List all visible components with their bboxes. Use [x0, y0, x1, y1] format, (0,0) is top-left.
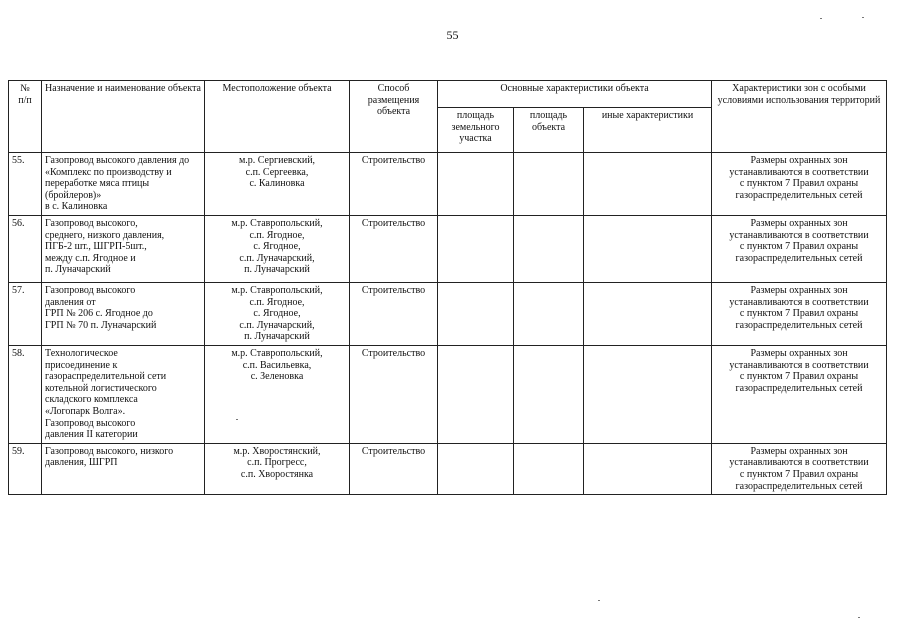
header-name: Назначение и наименование объекта — [42, 81, 205, 153]
land-area-cell — [438, 282, 514, 345]
object-location: м.р. Ставропольский, с.п. Ягодное, с. Ягодное, с.п. Луначарский, п. Луначарский — [205, 282, 350, 345]
object-area-cell — [514, 345, 584, 443]
placement-method: Строительство — [350, 215, 438, 282]
zone-characteristics: Размеры охранных зон устанавливаются в соответствии с пунктом 7 Правил охраны газораспределительных сетей — [712, 215, 887, 282]
object-area-cell — [514, 153, 584, 216]
object-location: м.р. Ставропольский, с.п. Васильевка, с. Зеленовка — [205, 345, 350, 443]
object-name: Технологическое присоединение к газораспределительной сети котельной логистического складского комплекса «Логопарк Волга». Газопровод высокого давления II категории — [42, 345, 205, 443]
scan-speck — [820, 18, 822, 19]
land-area-cell — [438, 345, 514, 443]
placement-method: Строительство — [350, 443, 438, 494]
zone-characteristics: Размеры охранных зон устанавливаются в соответствии с пунктом 7 Правил охраны газораспределительных сетей — [712, 153, 887, 216]
objects-table — [8, 80, 887, 495]
placement-method: Строительство — [350, 345, 438, 443]
object-location: м.р. Ставропольский, с.п. Ягодное, с. Ягодное, с.п. Луначарский, п. Луначарский — [205, 215, 350, 282]
other-characteristics-cell — [584, 282, 712, 345]
row-number: 57. — [9, 282, 42, 345]
object-area-cell — [514, 215, 584, 282]
other-characteristics-cell — [584, 215, 712, 282]
row-number: 58. — [9, 345, 42, 443]
object-location: м.р. Сергиевский, с.п. Сергеевка, с. Калиновка — [205, 153, 350, 216]
page-number: 55 — [446, 28, 459, 42]
header-land-area: площадь земельного участка — [438, 108, 514, 153]
row-number: 56. — [9, 215, 42, 282]
scan-speck — [236, 419, 238, 420]
placement-method: Строительство — [350, 282, 438, 345]
header-zones: Характеристики зон с особыми условиями использования территорий — [712, 81, 887, 153]
scan-speck — [862, 17, 864, 18]
object-name: Газопровод высокого давления до «Комплекс по производству и переработке мяса птицы (бройлеров)» в с. Калиновка — [42, 153, 205, 216]
table-row — [9, 282, 887, 345]
table-row — [9, 443, 887, 494]
header-characteristics: Основные характеристики объекта — [438, 81, 712, 108]
zone-characteristics: Размеры охранных зон устанавливаются в соответствии с пунктом 7 Правил охраны газораспределительных сетей — [712, 443, 887, 494]
header-location: Местоположение объекта — [205, 81, 350, 153]
header-method: Способ размещения объекта — [350, 81, 438, 153]
other-characteristics-cell — [584, 345, 712, 443]
land-area-cell — [438, 153, 514, 216]
other-characteristics-cell — [584, 443, 712, 494]
row-number: 55. — [9, 153, 42, 216]
table-row — [9, 215, 887, 282]
object-location: м.р. Хворостянский, с.п. Прогресс, с.п. Хворостянка — [205, 443, 350, 494]
row-number: 59. — [9, 443, 42, 494]
header-object-area: площадь объекта — [514, 108, 584, 153]
object-area-cell — [514, 282, 584, 345]
table-row — [9, 345, 887, 443]
table-row — [9, 153, 887, 216]
header-other: иные характеристики — [584, 108, 712, 153]
object-name: Газопровод высокого, среднего, низкого давления, ПГБ-2 шт., ШГРП-5шт., между с.п. Ягодное и п. Луначарский — [42, 215, 205, 282]
placement-method: Строительство — [350, 153, 438, 216]
object-name: Газопровод высокого давления от ГРП № 206 с. Ягодное до ГРП № 70 п. Луначарский — [42, 282, 205, 345]
object-area-cell — [514, 443, 584, 494]
object-name: Газопровод высокого, низкого давления, ШГРП — [42, 443, 205, 494]
zone-characteristics: Размеры охранных зон устанавливаются в соответствии с пунктом 7 Правил охраны газораспределительных сетей — [712, 282, 887, 345]
header-num: № п/п — [9, 81, 42, 153]
zone-characteristics: Размеры охранных зон устанавливаются в соответствии с пунктом 7 Правил охраны газораспределительных сетей — [712, 345, 887, 443]
scan-speck — [858, 617, 860, 618]
scan-speck — [598, 600, 600, 601]
land-area-cell — [438, 443, 514, 494]
other-characteristics-cell — [584, 153, 712, 216]
land-area-cell — [438, 215, 514, 282]
